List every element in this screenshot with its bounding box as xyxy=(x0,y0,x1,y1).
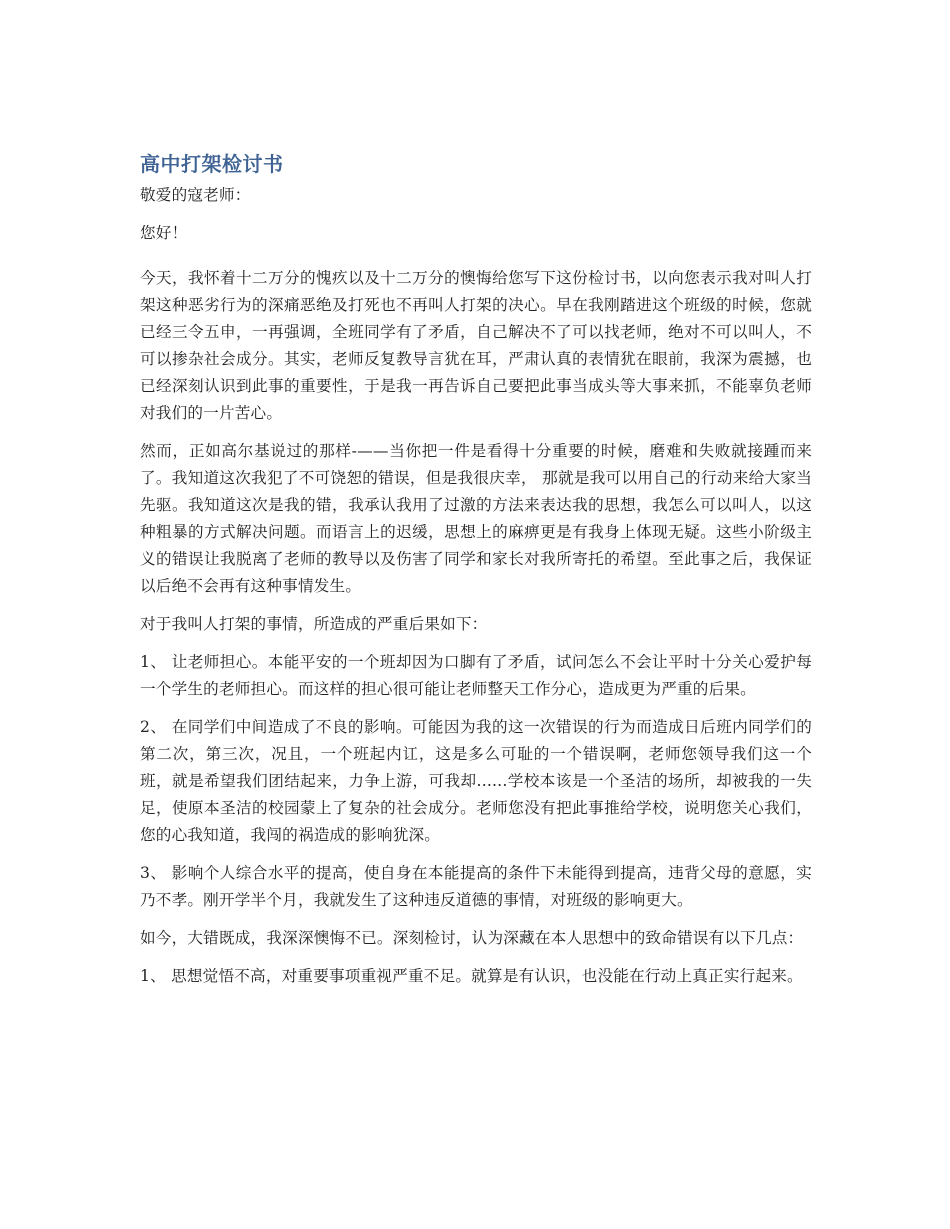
list-item-consequence-2: 2、 在同学们中间造成了不良的影响。可能因为我的这一次错误的行为而造成日后班内同学们的第二次，第三次，况且，一个班起内讧，这是多么可耻的一个错误啊，老师您领导我们这一个班，就是希望我们团结起来，力争上游，可我却......学校本该是一个圣洁的场所，却被我的一失足，使原本圣洁的校园蒙上了复杂的社会成分。老师您没有把此事推给学校，说明您关心我们，您的心我知道，我闯的祸造成的影响犹深。 xyxy=(140,718,812,844)
salutation: 敬爱的寇老师： xyxy=(140,186,251,204)
list-item-consequence-3: 3、 影响个人综合水平的提高，使自身在本能提高的条件下未能得到提高，违背父母的意愿，实乃不孝。刚开学半个月，我就发生了这种违反道德的事情，对班级的影响更大。 xyxy=(140,864,812,909)
greeting: 您好！ xyxy=(140,224,188,242)
paragraph-consequences-heading: 对于我叫人打架的事情，所造成的严重后果如下： xyxy=(140,615,488,633)
list-item-error-1: 1、 思想觉悟不高，对重要事项重视严重不足。就算是有认识，也没能在行动上真正实行起来。 xyxy=(140,967,803,985)
list-item-consequence-1: 1、 让老师担心。本能平安的一个班却因为口脚有了矛盾，试问怎么不会让平时十分关心爱护每一个学生的老师担心。而这样的担心很可能让老师整天工作分心，造成更为严重的后果。 xyxy=(140,653,812,698)
document-title: 高中打架检讨书 xyxy=(140,152,284,176)
paragraph-intro: 今天，我怀着十二万分的愧疚以及十二万分的懊悔给您写下这份检讨书，以向您表示我对叫人打架这种恶劣行为的深痛恶绝及打死也不再叫人打架的决心。早在我刚踏进这个班级的时候，您就已经三令五申，一再强调，全班同学有了矛盾，自己解决不了可以找老师，绝对不可以叫人，不可以掺杂社会成分。其实，老师反复教导言犹在耳，严肃认真的表情犹在眼前，我深为震撼，也已经深刻认识到此事的重要性，于是我一再告诉自己要把此事当成头等大事来抓，不能辜负老师对我们的一片苦心。 xyxy=(140,269,812,422)
document-page xyxy=(140,150,812,1001)
paragraph-reflection: 如今，大错既成，我深深懊悔不已。深刻检讨，认为深藏在本人思想中的致命错误有以下几点： xyxy=(140,929,804,947)
paragraph-however: 然而，正如高尔基说过的那样-——当你把一件是看得十分重要的时候，磨难和失败就接踵而来了。我知道这次我犯了不可饶恕的错误，但是我很庆幸， 那就是我可以用自己的行动来给大家当先驱。我知道这次是我的错，我承认我用了过激的方法来表达我的思想，我怎么可以叫人，以这种粗暴的方式解决问题。而语言上的迟缓，思想上的麻痹更是有我身上体现无疑。这些小阶级主义的错误让我脱离了老师的教导以及伤害了同学和家长对我所寄托的希望。至此事之后，我保证以后绝不会再有这种事情发生。 xyxy=(140,442,812,595)
